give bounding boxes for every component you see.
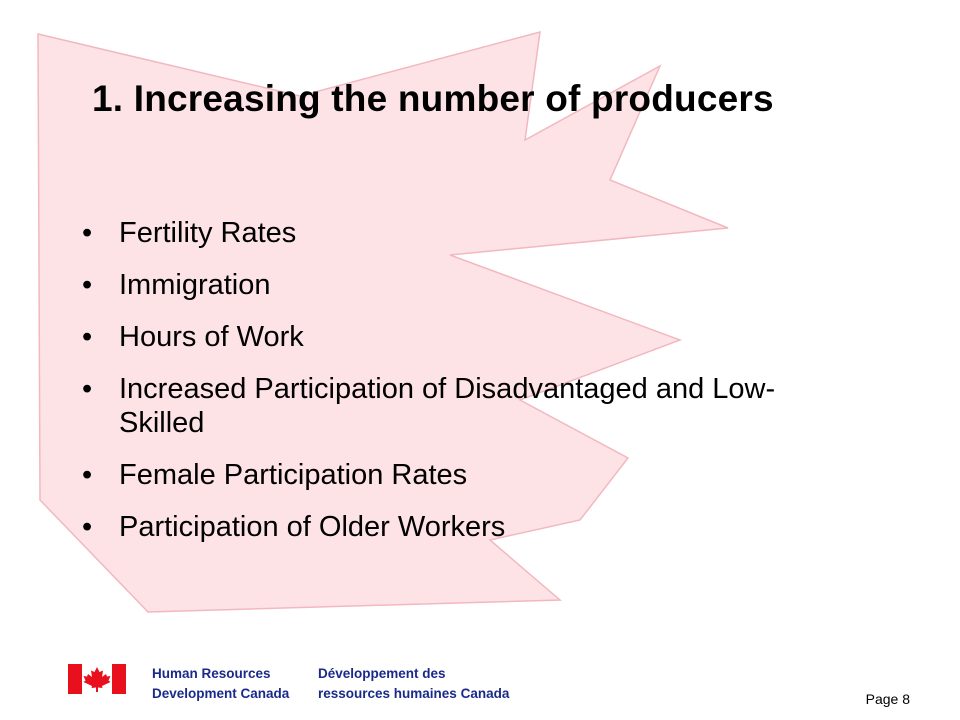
bullet-item-hours-of-work <box>82 320 822 354</box>
bullet-text: Hours of Work <box>119 321 304 353</box>
bullet-icon: • <box>82 321 93 353</box>
canada-flag-icon <box>68 664 126 694</box>
bullet-text: Fertility Rates <box>119 217 297 249</box>
bullet-item-fertility-rates <box>82 216 822 250</box>
bullet-item-older-workers <box>82 510 822 544</box>
bullet-icon: • <box>82 459 93 491</box>
bullet-item-female-participation <box>82 458 822 492</box>
department-name-english <box>152 664 289 704</box>
department-name-english-line2: Development Canada <box>152 686 290 701</box>
slide-title: 1. Increasing the number of producers <box>92 78 774 119</box>
bullet-icon: • <box>82 217 93 249</box>
bullet-icon: • <box>82 511 93 543</box>
bullet-text: Female Participation Rates <box>119 459 468 491</box>
department-name-french <box>318 664 509 704</box>
department-name-french-line2: ressources humaines Canada <box>318 686 510 701</box>
bullet-icon: • <box>82 269 93 301</box>
bullet-item-increased-participation <box>82 372 822 440</box>
bullet-icon: • <box>82 373 93 405</box>
department-name-english-line1: Human Resources <box>152 666 271 681</box>
bullet-text: Participation of Older Workers <box>119 511 506 543</box>
bullet-list <box>82 216 822 562</box>
department-name-french-line1: Développement des <box>318 666 446 681</box>
page-number: Page 8 <box>865 691 910 707</box>
bullet-item-immigration <box>82 268 822 302</box>
bullet-text: Increased Participation of Disadvantaged and Low-Skilled <box>119 373 776 439</box>
bullet-text: Immigration <box>119 269 271 301</box>
